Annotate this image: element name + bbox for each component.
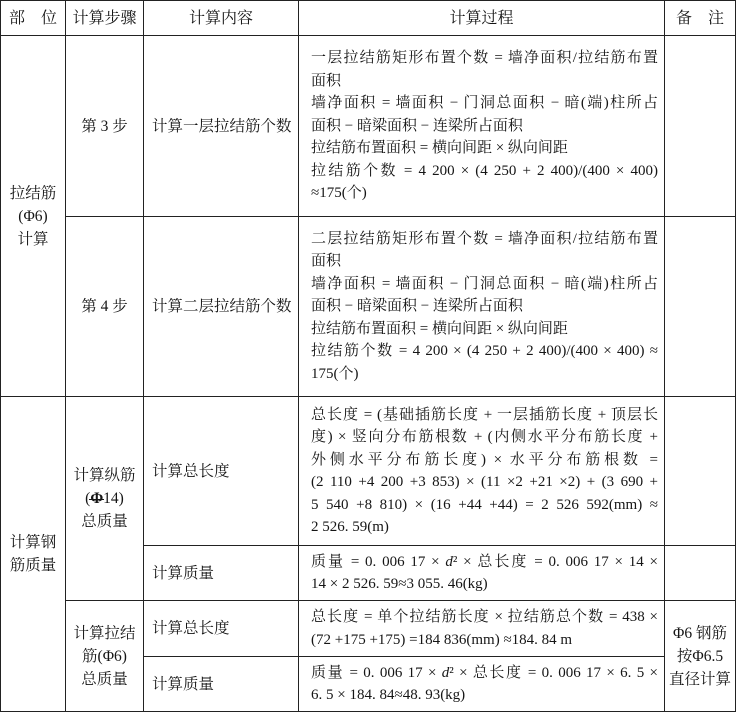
content-cell: 计算总长度	[144, 601, 299, 657]
process-paragraph	[311, 318, 658, 341]
step-cell	[66, 397, 144, 601]
header-content: 计算内容	[144, 1, 299, 36]
process-line: 墙净面积 = 墙面积 − 门洞总面积 − 暗(端)柱所占	[311, 95, 658, 112]
remark-line: Φ6 钢筋	[673, 624, 727, 642]
part-cell	[1, 397, 66, 712]
content-cell: 计算一层拉结筋个数	[144, 36, 299, 217]
step-label-line: 计算拉结	[73, 624, 136, 642]
content-cell: 计算二层拉结筋个数	[144, 217, 299, 397]
table-row	[1, 217, 736, 397]
content-cell: 计算总长度	[144, 397, 299, 546]
process-paragraph	[311, 273, 658, 318]
process-line: (2 110 +4 200 +3 853) × (11 ×2 +21 ×2) + (3 690 +	[311, 474, 658, 490]
process-paragraph	[311, 228, 658, 273]
process-line: 面积 − 暗梁面积 − 连梁所占面积	[311, 298, 523, 315]
process-paragraph	[311, 137, 658, 160]
process-line: 拉结筋个数 = 4 200 × (4 250 + 2 400)/(400 × 400) ≈	[311, 343, 658, 360]
step-cell	[66, 601, 144, 712]
process-line: 5 540 +8 810) × (16 +44 +44) = 2 526 592(mm) ≈	[311, 496, 658, 513]
step-label-line: (Φ14)	[66, 487, 143, 510]
diameter-variable: d	[445, 553, 453, 570]
part-label-line: 计算钢	[9, 534, 57, 551]
process-cell	[299, 657, 665, 712]
table-row	[1, 36, 736, 217]
process-paragraph	[311, 551, 658, 596]
process-line: 14 × 2 526. 59≈3 055. 46(kg)	[311, 576, 488, 592]
process-line: 面积	[311, 72, 342, 89]
header-part: 部 位	[1, 1, 66, 36]
diameter-variable: d	[441, 664, 450, 681]
process-line: 拉结筋布置面积 = 横向间距 × 纵向间距	[311, 140, 568, 157]
header-remark: 备 注	[665, 1, 736, 36]
header-process: 计算过程	[299, 1, 665, 36]
remark-line: 直径计算	[668, 670, 731, 688]
step-label-line: 总质量	[81, 670, 128, 688]
table-row	[1, 397, 736, 546]
process-line: 拉结筋布置面积 = 横向间距 × 纵向间距	[311, 320, 568, 337]
process-line: 面积	[311, 253, 342, 270]
hrb-rebar-symbol: Φ	[90, 487, 103, 510]
step-cell	[66, 217, 144, 397]
process-line: 总长度 = (基础插筋长度 + 一层插筋长度 + 顶层长	[311, 406, 658, 423]
process-line: 墙净面积 = 墙面积 − 门洞总面积 − 暗(端)柱所占	[311, 275, 658, 292]
process-paragraph	[311, 340, 658, 385]
step-label-line: 第 3 步	[81, 117, 128, 135]
process-line: 度) × 竖向分布筋根数 + (内侧水平分布筋长度 +	[311, 429, 658, 445]
part-label-line: 筋质量	[9, 557, 57, 574]
header-row	[1, 1, 736, 36]
content-cell: 计算质量	[144, 546, 299, 601]
process-line: 面积 − 暗梁面积 − 连梁所占面积	[311, 117, 523, 134]
process-line: 二层拉结筋矩形布置个数 = 墙净面积/拉结筋布置	[311, 230, 658, 247]
process-line: 一层拉结筋矩形布置个数 = 墙净面积/拉结筋布置	[311, 50, 658, 67]
process-paragraph	[311, 606, 658, 651]
remark-cell	[665, 546, 736, 601]
process-line: 总长度 = 单个拉结筋长度 × 拉结筋总个数 = 438 ×	[311, 609, 658, 625]
process-cell	[299, 397, 665, 546]
part-label-line: 计算	[17, 230, 49, 248]
part-label-line: 拉结筋	[9, 184, 57, 202]
process-paragraph	[311, 404, 658, 539]
table-row	[1, 601, 736, 657]
process-line: (72 +175 +175) =184 836(mm) ≈184. 84 m	[311, 631, 573, 648]
part-cell	[1, 36, 66, 397]
remark-cell	[665, 397, 736, 546]
process-paragraph	[311, 662, 658, 707]
remark-cell	[665, 36, 736, 217]
process-cell	[299, 217, 665, 397]
step-label-line: 计算纵筋	[73, 467, 136, 484]
step-label-line: 总质量	[81, 513, 128, 530]
remark-cell	[665, 217, 736, 397]
process-line: 6. 5 × 184. 84≈48. 93(kg)	[311, 687, 466, 703]
process-line: 外侧水平分布筋长度) × 水平分布筋根数 =	[311, 451, 658, 468]
process-line: 拉结筋个数 = 4 200 × (4 250 + 2 400)/(400 × 400)	[311, 162, 658, 179]
step-label-line: 筋(Φ6)	[82, 647, 127, 665]
process-line: 质量 = 0. 006 17 × d² × 总长度 = 0. 006 17 × 14 ×	[311, 553, 659, 570]
part-label-line: (Φ6)	[18, 207, 48, 225]
remark-cell	[665, 601, 736, 712]
step-label-line: 第 4 步	[81, 298, 128, 315]
process-cell	[299, 601, 665, 657]
process-line: 2 526. 59(m)	[311, 519, 389, 535]
process-cell	[299, 36, 665, 217]
process-line: 质量 = 0. 006 17 × d² × 总长度 = 0. 006 17 × 6. 5 ×	[311, 664, 659, 681]
header-step: 计算步骤	[66, 1, 144, 36]
process-line: ≈175(个)	[311, 185, 367, 202]
process-line: 175(个)	[311, 365, 359, 382]
process-paragraph	[311, 92, 658, 137]
step-cell	[66, 36, 144, 217]
process-cell	[299, 546, 665, 601]
process-paragraph	[311, 47, 658, 92]
process-paragraph	[311, 160, 658, 205]
remark-line: 按Φ6.5	[676, 647, 724, 665]
content-cell: 计算质量	[144, 657, 299, 712]
